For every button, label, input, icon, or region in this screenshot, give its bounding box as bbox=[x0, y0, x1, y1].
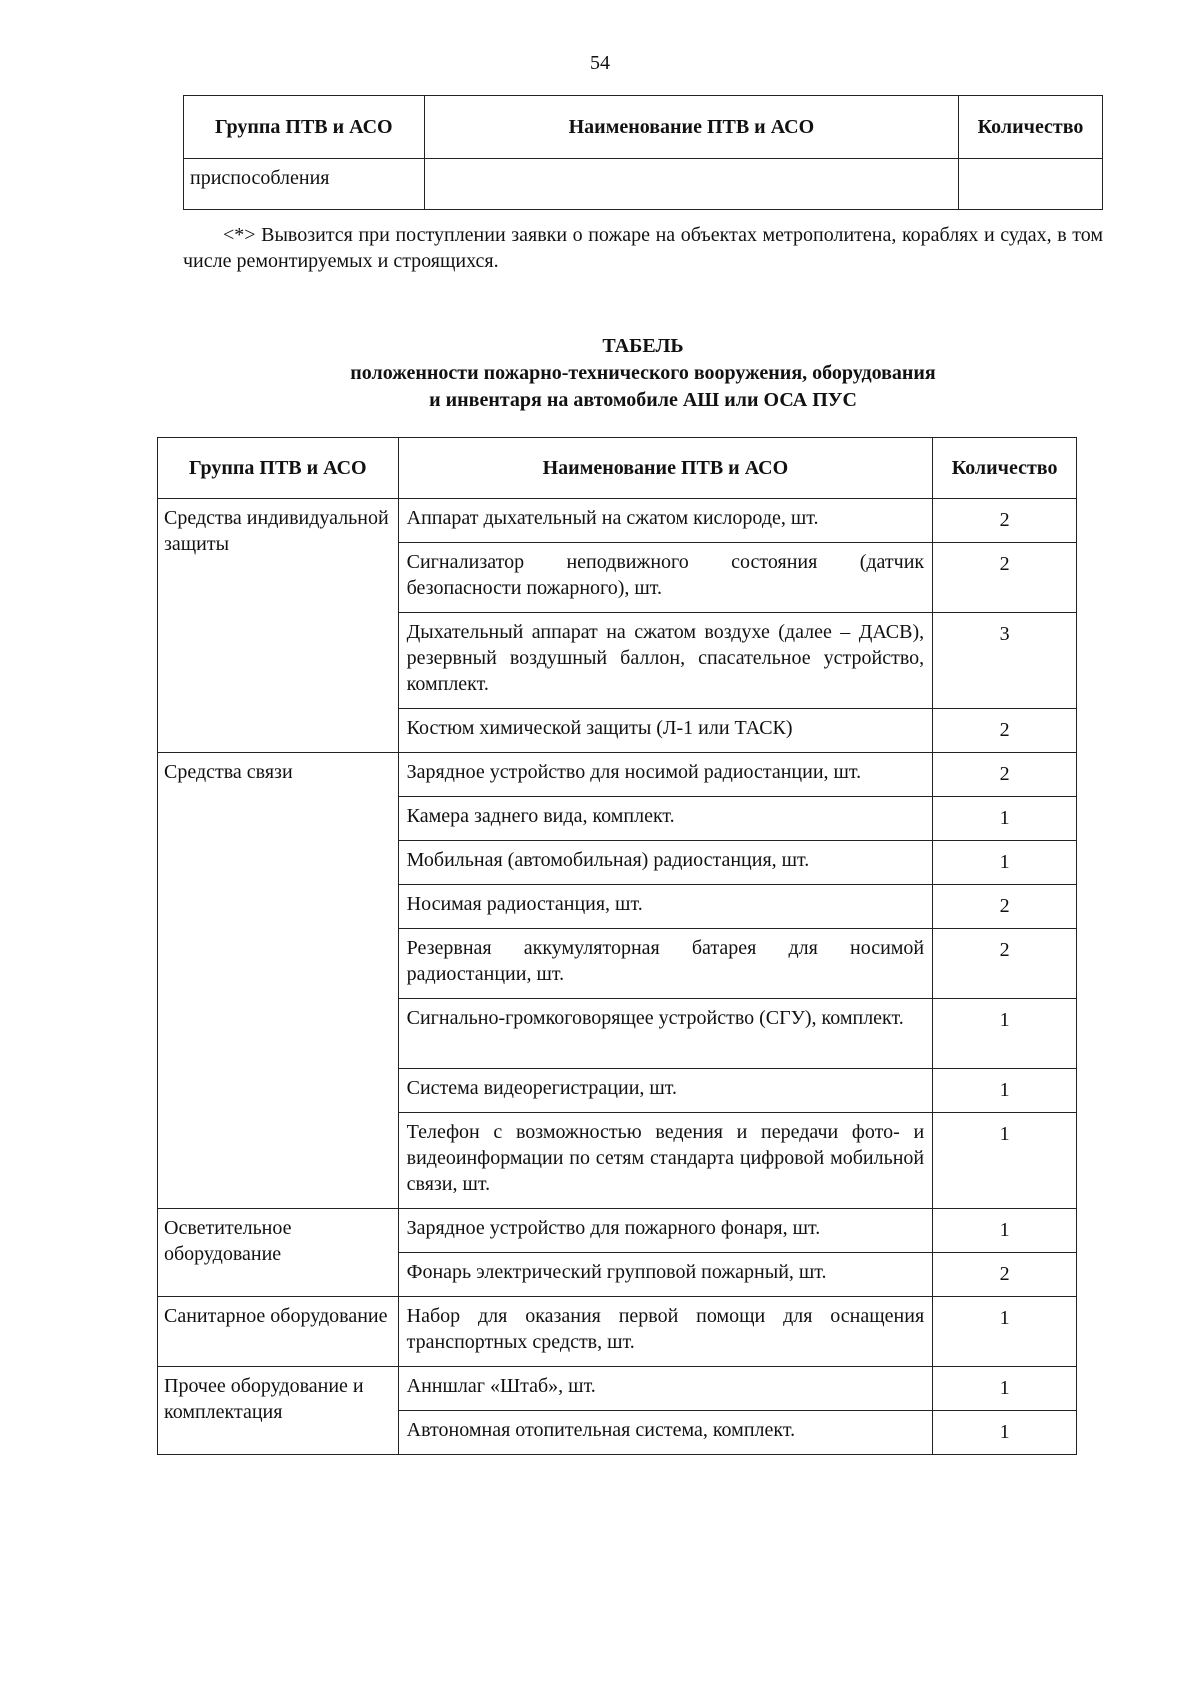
table-row bbox=[158, 499, 1077, 543]
group-cell: Санитарное оборудование bbox=[158, 1297, 399, 1367]
item-quantity: 2 bbox=[933, 753, 1077, 797]
header-quantity: Количество bbox=[959, 96, 1103, 159]
group-cell: приспособления bbox=[184, 159, 425, 210]
page-number: 54 bbox=[590, 52, 610, 74]
continued-table bbox=[183, 95, 1103, 210]
header-quantity: Количество bbox=[933, 438, 1077, 499]
group-cell: Средства индивидуальной защиты bbox=[158, 499, 399, 753]
table-header-row bbox=[158, 438, 1077, 499]
header-name: Наименование ПТВ и АСО bbox=[398, 438, 933, 499]
table-header-row bbox=[184, 96, 1103, 159]
equipment-table bbox=[157, 437, 1077, 1455]
item-quantity: 3 bbox=[933, 613, 1077, 709]
item-name: Зарядное устройство для носимой радиостанции, шт. bbox=[398, 753, 933, 797]
header-group: Группа ПТВ и АСО bbox=[184, 96, 425, 159]
title-line-3: и инвентаря на автомобиле АШ или ОСА ПУС bbox=[429, 389, 857, 411]
item-quantity: 1 bbox=[933, 999, 1077, 1069]
item-quantity: 1 bbox=[933, 1113, 1077, 1209]
title-line-2: положенности пожарно-технического вооружения, оборудования bbox=[350, 362, 936, 384]
item-name: Резервная аккумуляторная батарея для носимой радиостанции, шт. bbox=[398, 929, 933, 999]
item-quantity: 2 bbox=[933, 543, 1077, 613]
item-quantity: 1 bbox=[933, 797, 1077, 841]
table-row bbox=[158, 1367, 1077, 1411]
item-name: Анншлаг «Штаб», шт. bbox=[398, 1367, 933, 1411]
item-name: Набор для оказания первой помощи для оснащения транспортных средств, шт. bbox=[398, 1297, 933, 1367]
item-quantity: 1 bbox=[933, 1209, 1077, 1253]
name-cell bbox=[424, 159, 958, 210]
item-quantity: 2 bbox=[933, 885, 1077, 929]
item-quantity: 2 bbox=[933, 929, 1077, 999]
quantity-cell bbox=[959, 159, 1103, 210]
item-quantity: 1 bbox=[933, 1367, 1077, 1411]
header-group: Группа ПТВ и АСО bbox=[158, 438, 399, 499]
item-quantity: 2 bbox=[933, 499, 1077, 543]
document-title bbox=[183, 333, 1103, 414]
item-quantity: 1 bbox=[933, 1411, 1077, 1455]
table-row bbox=[158, 753, 1077, 797]
table-row bbox=[184, 159, 1103, 210]
item-name: Сигнально-громкоговорящее устройство (СГУ), комплект. bbox=[398, 999, 933, 1069]
header-name: Наименование ПТВ и АСО bbox=[424, 96, 958, 159]
item-name: Дыхательный аппарат на сжатом воздухе (далее – ДАСВ), резервный воздушный баллон, спасательное устройство, комплект. bbox=[398, 613, 933, 709]
item-name: Мобильная (автомобильная) радиостанция, шт. bbox=[398, 841, 933, 885]
item-name: Костюм химической защиты (Л-1 или ТАСК) bbox=[398, 709, 933, 753]
footnote: <*> Вывозится при поступлении заявки о пожаре на объектах метрополитена, кораблях и судах, в том числе ремонтируемых и строящихся. bbox=[183, 224, 1103, 272]
group-cell: Прочее оборудование и комплектация bbox=[158, 1367, 399, 1455]
item-name: Система видеорегистрации, шт. bbox=[398, 1069, 933, 1113]
title-line-1: ТАБЕЛЬ bbox=[602, 335, 684, 357]
item-name: Камера заднего вида, комплект. bbox=[398, 797, 933, 841]
item-quantity: 2 bbox=[933, 1253, 1077, 1297]
table-row bbox=[158, 1297, 1077, 1367]
item-name: Аппарат дыхательный на сжатом кислороде, шт. bbox=[398, 499, 933, 543]
group-cell: Осветительное оборудование bbox=[158, 1209, 399, 1297]
item-quantity: 2 bbox=[933, 709, 1077, 753]
item-name: Фонарь электрический групповой пожарный, шт. bbox=[398, 1253, 933, 1297]
item-name: Телефон с возможностью ведения и передачи фото- и видеоинформации по сетям стандарта цифровой мобильной связи, шт. bbox=[398, 1113, 933, 1209]
item-quantity: 1 bbox=[933, 1069, 1077, 1113]
table-row bbox=[158, 1209, 1077, 1253]
item-quantity: 1 bbox=[933, 1297, 1077, 1367]
item-quantity: 1 bbox=[933, 841, 1077, 885]
group-cell: Средства связи bbox=[158, 753, 399, 1209]
item-name: Носимая радиостанция, шт. bbox=[398, 885, 933, 929]
item-name: Автономная отопительная система, комплект. bbox=[398, 1411, 933, 1455]
item-name: Сигнализатор неподвижного состояния (датчик безопасности пожарного), шт. bbox=[398, 543, 933, 613]
item-name: Зарядное устройство для пожарного фонаря, шт. bbox=[398, 1209, 933, 1253]
